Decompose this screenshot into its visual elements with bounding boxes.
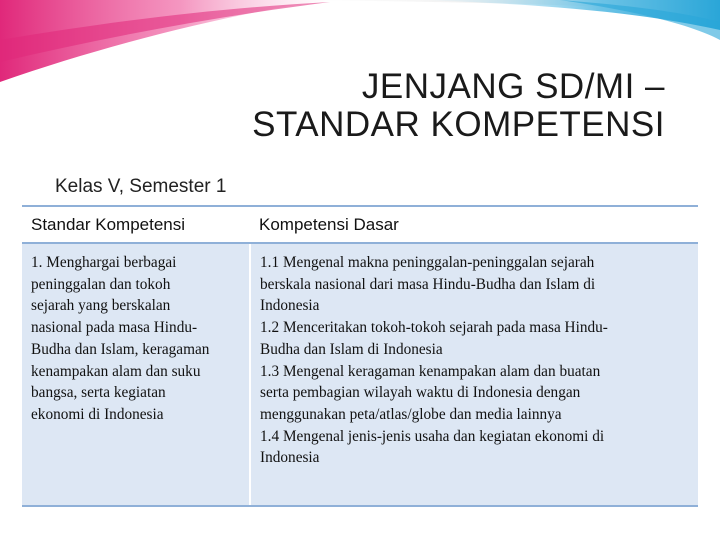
text-line: peninggalan dan tokoh (31, 275, 171, 293)
text-line: 1.3 Mengenal keragaman kenampakan alam dan buatan (260, 362, 601, 380)
text-line: menggunakan peta/atlas/globe dan media lainnya (260, 405, 562, 423)
text-line: Indonesia (260, 297, 320, 315)
text-line: 1. Menghargai berbagai (31, 254, 177, 271)
text-line: Budha dan Islam, keragaman (31, 340, 210, 358)
cell-standar-kompetensi (22, 243, 250, 506)
text-line: sejarah yang berskalan (31, 297, 171, 315)
text-line: kenampakan alam dan suku (31, 362, 201, 380)
header-standar-kompetensi: Standar Kompetensi (22, 206, 250, 243)
table-header-row (22, 206, 698, 243)
header-kompetensi-dasar: Kompetensi Dasar (250, 206, 698, 243)
text-line: Indonesia (260, 449, 320, 467)
slide-title-line-2: STANDAR KOMPETENSI (252, 105, 665, 144)
cell-kompetensi-dasar (250, 243, 698, 506)
text-line: bangsa, serta kegiatan (31, 384, 166, 402)
text-line: Budha dan Islam di Indonesia (260, 340, 443, 358)
text-line: ekonomi di Indonesia (31, 405, 164, 423)
text-line: berskala nasional dari masa Hindu-Budha dan Islam di (260, 275, 596, 293)
text-line: serta pembagian wilayah waktu di Indonesia dengan (260, 384, 581, 402)
slide-subtitle: Kelas V, Semester 1 (55, 176, 227, 197)
competency-table (22, 205, 698, 507)
slide-title-line-1: JENJANG SD/MI – (361, 67, 665, 106)
competency-table-container (22, 205, 698, 507)
text-line: 1.2 Menceritakan tokoh-tokoh sejarah pada masa Hindu- (260, 319, 608, 337)
text-line: 1.4 Mengenal jenis-jenis usaha dan kegiatan ekonomi di (260, 427, 605, 445)
table-row (22, 243, 698, 506)
text-line: 1.1 Mengenal makna peninggalan-peninggalan sejarah (260, 254, 595, 271)
slide-title (252, 68, 665, 144)
text-line: nasional pada masa Hindu- (31, 319, 198, 337)
